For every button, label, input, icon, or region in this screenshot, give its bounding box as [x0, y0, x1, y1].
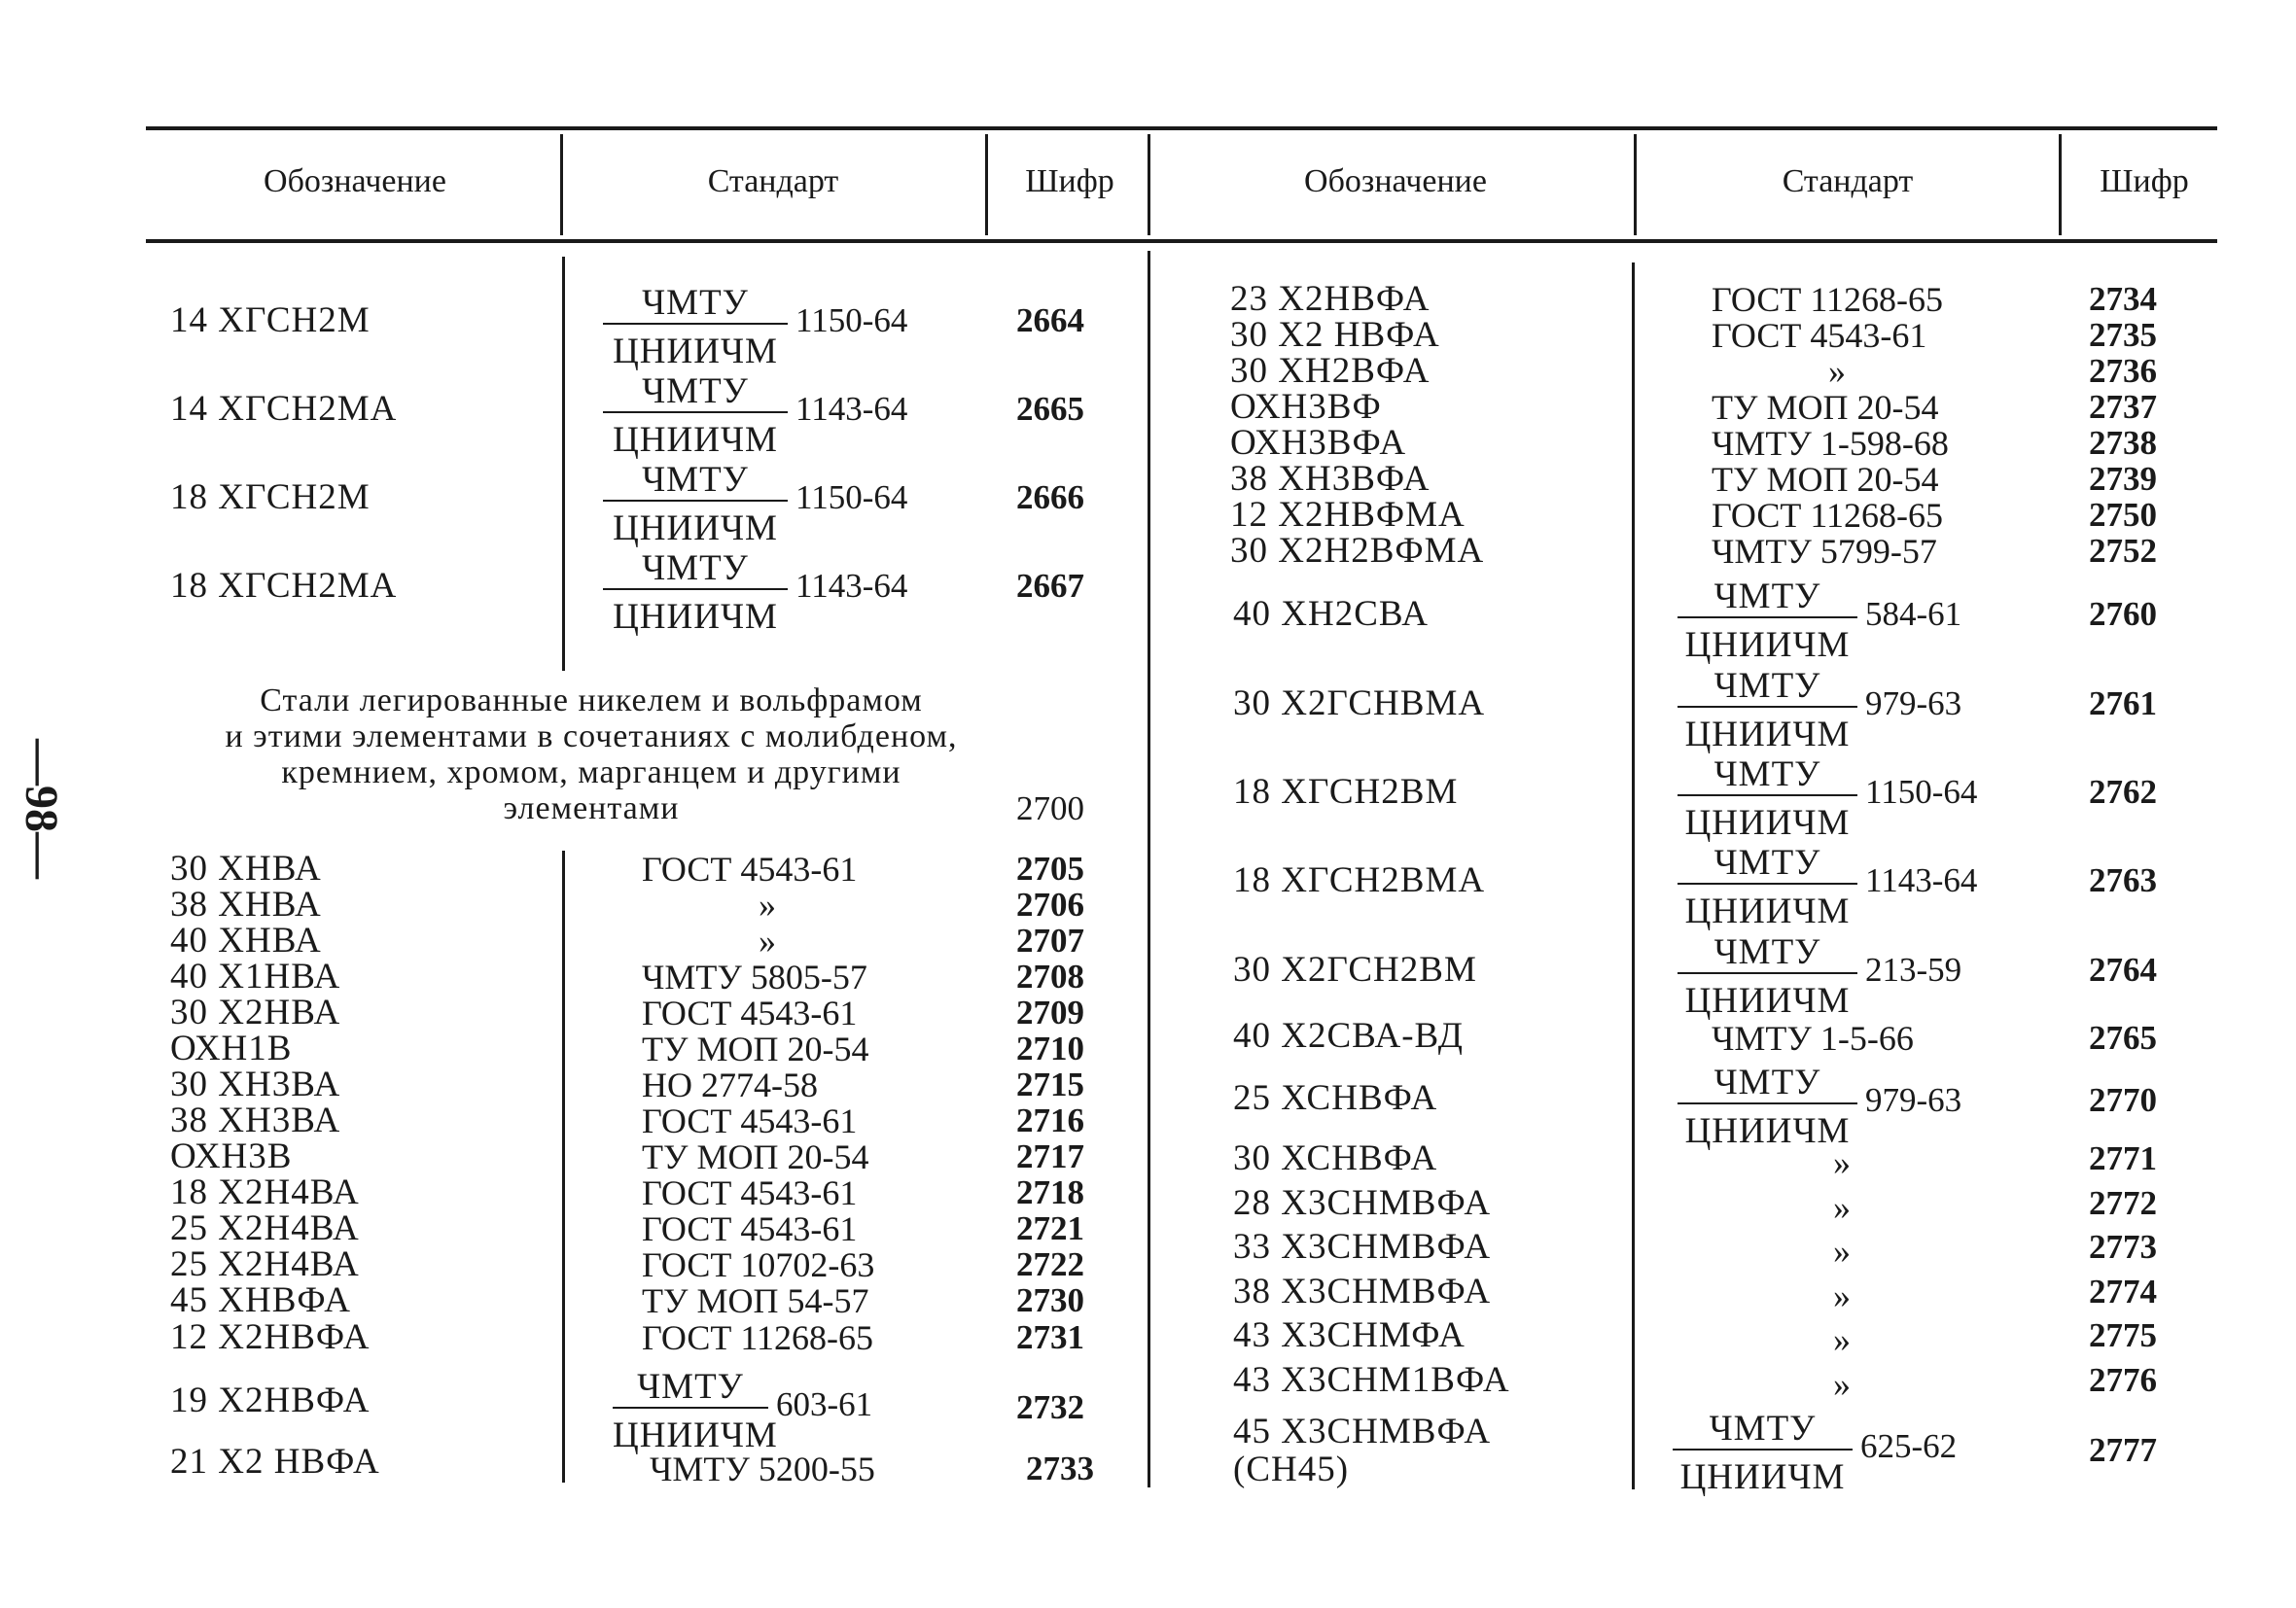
right-row-standard: ГОСТ 11268-65 [1712, 280, 1944, 319]
section-line-1: Стали легированные никелем и вольфрамом [260, 682, 923, 718]
right-row-code: 2736 [2089, 352, 2157, 390]
left-row-designation: 40 ХНВА [170, 921, 322, 961]
header-standard-right: Стандарт [1782, 163, 1914, 199]
right-frac-row-4-fraction-bar [1678, 883, 1857, 885]
left-frac-row-2-number: 1143-64 [795, 390, 908, 428]
left-last-standard: ЧМТУ 5200-55 [650, 1450, 875, 1488]
right-bottom-designation: 38 Х3СНМВФА [1233, 1271, 1492, 1311]
right-bottom-standard: » [1833, 1187, 1851, 1227]
right-frac-row-2-number: 979-63 [1865, 684, 1962, 722]
right-single-designation: 40 Х2СВА-ВД [1233, 1016, 1465, 1056]
header-designation-left: Обозначение [264, 163, 446, 199]
left-frac-row-2-denominator: ЦНИИЧМ [613, 420, 778, 460]
right-last-designation-2: (СН45) [1233, 1450, 1350, 1489]
divider-left-2 [985, 134, 988, 235]
right-bottom-code: 2774 [2089, 1272, 2157, 1311]
left-tail-code: 2732 [1016, 1388, 1084, 1426]
divider-middle [1148, 134, 1150, 235]
right-frac-row-code: 2760 [2089, 595, 2157, 633]
left-row-standard: ГОСТ 4543-61 [642, 994, 858, 1032]
left-frac-row-designation: 14 ХГСН2М [170, 300, 371, 340]
left-frac-row-code: 2665 [1016, 390, 1084, 428]
right-bottom-designation: 43 Х3СНМФА [1233, 1315, 1466, 1355]
right-bottom-designation: 28 Х3СНМВФА [1233, 1182, 1492, 1223]
header-rule [146, 239, 2217, 243]
right-frac-row-3-fraction-bar [1678, 794, 1857, 796]
right-bottom-code: 2771 [2089, 1139, 2157, 1177]
left-tail-number: 603-61 [776, 1385, 873, 1423]
body-divider-middle [1148, 251, 1150, 1487]
left-row-standard: ГОСТ 4543-61 [642, 1173, 858, 1212]
left-row-standard: ТУ МОП 20-54 [642, 1137, 869, 1176]
left-row-standard: ГОСТ 11268-65 [642, 1318, 874, 1357]
right-frac-row-designation: 30 Х2ГСН2ВМ [1233, 950, 1477, 990]
left-frac-row-3-number: 1150-64 [795, 478, 908, 516]
left-row-standard: ГОСТ 4543-61 [642, 850, 858, 889]
right-row-standard: ЧМТУ 5799-57 [1712, 532, 1937, 571]
body-divider-left-1b [562, 851, 565, 1483]
left-row-standard: » [759, 886, 776, 925]
left-row-code: 2706 [1016, 886, 1084, 924]
left-row-code: 2721 [1016, 1209, 1084, 1247]
right-frac-row-designation: 40 ХН2СВА [1233, 594, 1429, 634]
right-bottom-code: 2772 [2089, 1183, 2157, 1222]
left-frac-row-4-numerator: ЧМТУ [642, 548, 749, 588]
right-frac2-fraction-bar [1678, 1102, 1857, 1104]
right-frac-row-3-numerator: ЧМТУ [1713, 754, 1821, 794]
left-frac-row-1-fraction-bar [603, 323, 788, 325]
left-row-standard: ТУ МОП 54-57 [642, 1281, 869, 1320]
right-bottom-standard: » [1833, 1232, 1851, 1271]
right-frac-row-5-denominator: ЦНИИЧМ [1684, 981, 1851, 1021]
left-frac-row-code: 2667 [1016, 567, 1084, 605]
section-line-2: и этими элементами в сочетаниях с молибденом, [225, 718, 958, 754]
left-frac-row-designation: 18 ХГСН2МА [170, 566, 398, 606]
left-row-code: 2710 [1016, 1030, 1084, 1067]
right-row-designation: 30 Х2 НВФА [1230, 315, 1440, 355]
divider-right-2 [2059, 134, 2062, 235]
right-last-numerator: ЧМТУ [1709, 1409, 1817, 1449]
left-row-code: 2722 [1016, 1245, 1084, 1283]
right-frac-row-3-number: 1150-64 [1865, 773, 1978, 811]
right-row-designation: 38 ХН3ВФА [1230, 459, 1431, 499]
left-frac-row-3-fraction-bar [603, 500, 788, 502]
left-tail-denominator: ЦНИИЧМ [613, 1416, 778, 1455]
left-row-designation: 12 Х2НВФА [170, 1317, 371, 1357]
left-row-standard: НО 2774-58 [642, 1066, 818, 1104]
left-row-designation: 38 ХН3ВА [170, 1101, 341, 1140]
right-frac-row-code: 2762 [2089, 773, 2157, 811]
left-frac-row-2-numerator: ЧМТУ [642, 371, 749, 411]
right-row-standard: ГОСТ 11268-65 [1712, 496, 1944, 535]
left-row-standard: ГОСТ 10702-63 [642, 1245, 875, 1284]
left-last-code: 2733 [1026, 1450, 1094, 1487]
section-line-3: кремнием, хромом, марганцем и другими [281, 754, 901, 790]
left-row-designation: 30 Х2НВА [170, 993, 341, 1032]
header-designation-right: Обозначение [1304, 163, 1487, 199]
page-number: —98— [16, 739, 67, 879]
right-last-denominator: ЦНИИЧМ [1679, 1457, 1846, 1497]
left-frac-row-1-denominator: ЦНИИЧМ [613, 332, 778, 371]
section-heading [163, 682, 1019, 826]
header-code-right: Шифр [2100, 163, 2189, 199]
right-frac-row-2-denominator: ЦНИИЧМ [1684, 715, 1851, 754]
left-frac-row-1-numerator: ЧМТУ [642, 283, 749, 323]
right-row-designation: ОХН3ВФ [1230, 387, 1382, 427]
left-row-standard: ЧМТУ 5805-57 [642, 958, 867, 996]
right-frac2-numerator: ЧМТУ [1713, 1063, 1821, 1102]
left-row-code: 2731 [1016, 1318, 1084, 1356]
right-row-code: 2735 [2089, 316, 2157, 354]
right-last-fraction-bar [1673, 1449, 1853, 1451]
left-row-code: 2717 [1016, 1137, 1084, 1175]
right-last-designation: 45 Х3СНМВФА [1233, 1412, 1492, 1451]
left-tail-designation: 19 Х2НВФА [170, 1381, 371, 1420]
left-row-standard: » [759, 922, 776, 961]
right-frac2-code: 2770 [2089, 1081, 2157, 1119]
left-row-designation: ОХН3В [170, 1136, 293, 1176]
left-row-code: 2708 [1016, 958, 1084, 996]
left-row-code: 2707 [1016, 922, 1084, 960]
right-frac-row-1-number: 584-61 [1865, 595, 1962, 633]
right-row-code: 2737 [2089, 388, 2157, 426]
left-row-standard: ГОСТ 4543-61 [642, 1101, 858, 1140]
left-row-standard: ГОСТ 4543-61 [642, 1209, 858, 1248]
right-row-standard: ТУ МОП 20-54 [1712, 460, 1939, 499]
section-code: 2700 [1016, 789, 1084, 827]
right-bottom-designation: 43 Х3СНМ1ВФА [1233, 1359, 1510, 1400]
right-last-number: 625-62 [1860, 1427, 1958, 1465]
left-frac-row-2-fraction-bar [603, 411, 788, 413]
left-row-designation: 30 ХНВА [170, 849, 322, 889]
body-divider-left-1a [562, 257, 565, 671]
header-standard-left: Стандарт [707, 163, 839, 199]
right-frac-row-designation: 18 ХГСН2ВМ [1233, 772, 1459, 812]
right-row-code: 2752 [2089, 532, 2157, 570]
right-row-standard: » [1828, 352, 1846, 391]
left-row-code: 2715 [1016, 1066, 1084, 1103]
left-tail-numerator: ЧМТУ [637, 1367, 744, 1407]
right-row-standard: ЧМТУ 1-598-68 [1712, 424, 1949, 463]
left-row-code: 2718 [1016, 1173, 1084, 1211]
right-frac-row-designation: 30 Х2ГСНВМА [1233, 683, 1486, 723]
right-last-code: 2777 [2089, 1431, 2157, 1469]
right-bottom-code: 2773 [2089, 1228, 2157, 1266]
left-frac-row-code: 2664 [1016, 301, 1084, 339]
right-bottom-designation: 33 Х3СНМВФА [1233, 1227, 1492, 1267]
right-frac-row-1-denominator: ЦНИИЧМ [1684, 625, 1851, 665]
right-frac-row-code: 2763 [2089, 861, 2157, 899]
right-frac-row-2-numerator: ЧМТУ [1713, 666, 1821, 706]
right-row-designation: 30 Х2Н2ВФМА [1230, 531, 1485, 571]
right-bottom-designation: 30 ХСНВФА [1233, 1138, 1438, 1178]
left-frac-row-designation: 14 ХГСН2МА [170, 389, 398, 429]
right-row-code: 2734 [2089, 280, 2157, 318]
left-frac-row-3-denominator: ЦНИИЧМ [613, 508, 778, 548]
right-frac-row-designation: 18 ХГСН2ВМА [1233, 860, 1486, 900]
right-frac-row-5-numerator: ЧМТУ [1713, 932, 1821, 972]
right-frac-row-1-fraction-bar [1678, 616, 1857, 618]
left-frac-row-code: 2666 [1016, 478, 1084, 516]
left-tail-fraction-bar [613, 1407, 768, 1409]
left-frac-row-4-fraction-bar [603, 588, 788, 590]
right-row-code: 2750 [2089, 496, 2157, 534]
left-frac-row-designation: 18 ХГСН2М [170, 477, 371, 517]
right-frac-row-code: 2764 [2089, 951, 2157, 989]
left-row-standard: ТУ МОП 20-54 [642, 1030, 869, 1068]
left-frac-row-1-number: 1150-64 [795, 301, 908, 339]
header-code-left: Шифр [1025, 163, 1114, 199]
right-bottom-standard: » [1833, 1364, 1851, 1404]
left-row-designation: 40 Х1НВА [170, 957, 341, 996]
right-row-code: 2739 [2089, 460, 2157, 498]
right-row-code: 2738 [2089, 424, 2157, 462]
right-row-designation: ОХН3ВФА [1230, 423, 1407, 463]
body-divider-right-1 [1632, 262, 1635, 1489]
right-row-designation: 30 ХН2ВФА [1230, 351, 1431, 391]
right-single-code: 2765 [2089, 1019, 2157, 1057]
left-row-code: 2716 [1016, 1101, 1084, 1139]
right-bottom-standard: » [1833, 1320, 1851, 1359]
right-frac-row-4-numerator: ЧМТУ [1713, 843, 1821, 883]
right-frac-row-5-fraction-bar [1678, 972, 1857, 974]
left-frac-row-3-numerator: ЧМТУ [642, 460, 749, 500]
right-frac-row-code: 2761 [2089, 684, 2157, 722]
right-bottom-standard: » [1833, 1276, 1851, 1315]
left-frac-row-4-denominator: ЦНИИЧМ [613, 597, 778, 637]
right-frac-row-1-numerator: ЧМТУ [1713, 577, 1821, 616]
left-row-designation: 25 Х2Н4ВА [170, 1208, 360, 1248]
left-row-designation: 30 ХН3ВА [170, 1065, 341, 1104]
right-row-designation: 23 Х2НВФА [1230, 279, 1431, 319]
left-row-designation: ОХН1В [170, 1029, 293, 1068]
right-frac-row-3-denominator: ЦНИИЧМ [1684, 803, 1851, 843]
right-single-standard: ЧМТУ 1-5-66 [1712, 1019, 1914, 1058]
right-row-standard: ТУ МОП 20-54 [1712, 388, 1939, 427]
left-row-code: 2730 [1016, 1281, 1084, 1319]
right-bottom-code: 2775 [2089, 1316, 2157, 1354]
divider-left-1 [560, 134, 563, 235]
left-last-designation: 21 Х2 НВФА [170, 1442, 380, 1482]
right-bottom-standard: » [1833, 1143, 1851, 1182]
right-bottom-code: 2776 [2089, 1360, 2157, 1399]
right-frac2-denominator: ЦНИИЧМ [1684, 1111, 1851, 1151]
right-frac-row-2-fraction-bar [1678, 706, 1857, 708]
left-row-code: 2705 [1016, 850, 1084, 888]
right-frac-row-5-number: 213-59 [1865, 951, 1962, 989]
left-frac-row-4-number: 1143-64 [795, 567, 908, 605]
left-row-designation: 18 Х2Н4ВА [170, 1172, 360, 1212]
divider-right-1 [1634, 134, 1637, 235]
section-line-4: элементами [503, 790, 680, 826]
left-row-designation: 25 Х2Н4ВА [170, 1244, 360, 1284]
left-row-code: 2709 [1016, 994, 1084, 1031]
right-frac-row-4-number: 1143-64 [1865, 861, 1978, 899]
right-row-designation: 12 Х2НВФМА [1230, 495, 1466, 535]
top-rule [146, 126, 2217, 130]
right-frac2-number: 979-63 [1865, 1081, 1962, 1119]
left-row-designation: 45 ХНВФА [170, 1280, 351, 1320]
left-row-designation: 38 ХНВА [170, 885, 322, 925]
right-frac2-designation: 25 ХСНВФА [1233, 1078, 1438, 1118]
right-row-standard: ГОСТ 4543-61 [1712, 316, 1927, 355]
right-frac-row-4-denominator: ЦНИИЧМ [1684, 891, 1851, 931]
